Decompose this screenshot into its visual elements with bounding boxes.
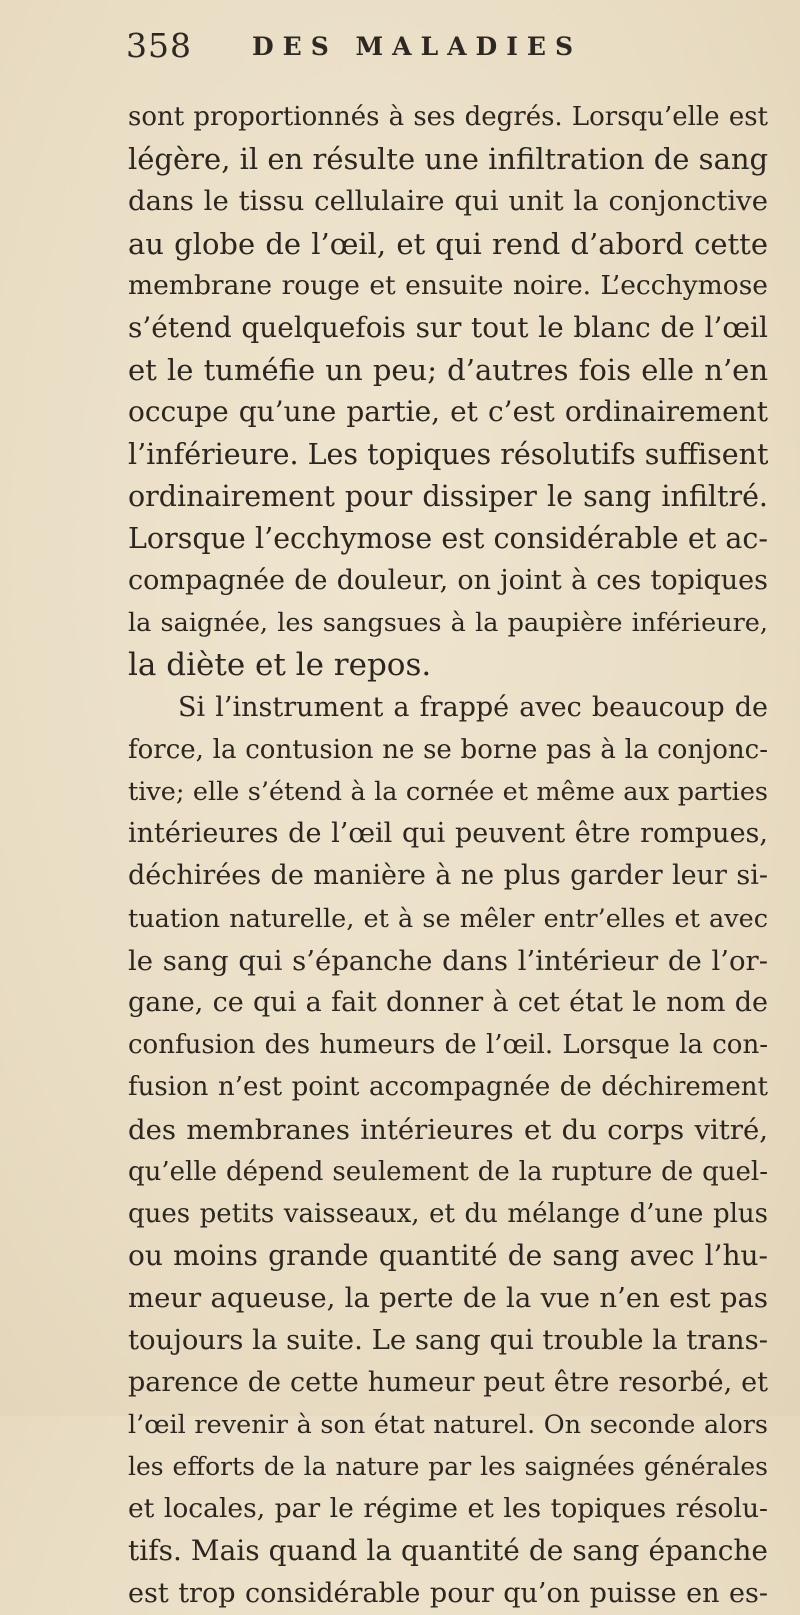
running-head: DES MALADIES — [252, 32, 583, 61]
text-line: tifs. Mais quand la quantité de sang épanche — [128, 1534, 768, 1568]
text-line: qu’elle dépend seulement de la rupture de quel- — [128, 1156, 768, 1187]
text-line: dans le tissu cellulaire qui unit la conjonctive — [128, 185, 768, 218]
page-header — [126, 26, 766, 76]
text-line: occupe qu’une partie, et c’est ordinairement — [128, 395, 768, 429]
text-line: compagnée de douleur, on joint à ces topiques — [128, 565, 768, 597]
text-line: et le tuméfie un peu; d’autres fois elle n’en — [128, 353, 768, 388]
text-line: parence de cette humeur peut être resorbé, et — [128, 1366, 768, 1398]
text-line: force, la contusion ne se borne pas à la conjonc- — [128, 734, 768, 765]
text-line: intérieures de l’œil qui peuvent être rompues, — [128, 818, 768, 850]
text-line: ques petits vaisseaux, et du mélange d’une plus — [128, 1198, 768, 1229]
text-line: sont proportionnés à ses degrés. Lorsqu’elle est — [128, 102, 768, 132]
text-line: membrane rouge et ensuite noire. L’ecchymose — [128, 269, 768, 301]
text-line: ou moins grande quantité de sang avec l’hu- — [128, 1239, 768, 1273]
text-line: au globe de l’œil, et qui rend d’abord cette — [128, 226, 768, 261]
text-line: le sang qui s’épanche dans l’intérieur de l’or- — [128, 944, 768, 977]
text-line: et locales, par le régime et les topiques résolu- — [128, 1493, 768, 1525]
text-line: légère, il en résulte une infiltration de sang — [128, 142, 768, 177]
text-line: toujours la suite. Le sang qui trouble la trans- — [128, 1324, 768, 1357]
body-text — [128, 96, 768, 1615]
text-line: ordinairement pour dissiper le sang infiltré. — [128, 479, 768, 513]
text-line: meur aqueuse, la perte de la vue n’en est pas — [128, 1282, 768, 1315]
text-line: s’étend quelquefois sur tout le blanc de l’œil — [128, 310, 768, 344]
paragraph-end-line: la diète et le repos. — [128, 647, 432, 684]
text-line: gane, ce qui a fait donner à cet état le nom de — [128, 986, 768, 1018]
page-number: 358 — [126, 26, 192, 65]
paragraph-start-line: Si l’instrument a frappé avec beaucoup de — [178, 691, 768, 723]
text-line: confusion des humeurs de l’œil. Lorsque la con- — [128, 1030, 768, 1061]
text-line: tive; elle s’étend à la cornée et même aux parties — [128, 777, 768, 807]
text-line: les efforts de la nature par les saignées générales — [128, 1452, 768, 1481]
text-line: des membranes intérieures et du corps vitré, — [128, 1113, 768, 1146]
text-line: Lorsque l’ecchymose est considérable et ac- — [128, 521, 768, 555]
text-line: la saignée, les sangsues à la paupière inférieure, — [128, 608, 768, 639]
text-line: est trop considérable pour qu’on puisse en es- — [128, 1577, 768, 1609]
text-line: l’œil revenir à son état naturel. On seconde alors — [128, 1409, 768, 1440]
text-line: l’inférieure. Les topiques résolutifs suffisent — [128, 437, 768, 471]
text-line: déchirées de manière à ne plus garder leur si- — [128, 860, 768, 892]
text-line: tuation naturelle, et à se mêler entr’elles et avec — [128, 903, 768, 934]
text-line: fusion n’est point accompagnée de déchirement — [128, 1072, 768, 1103]
